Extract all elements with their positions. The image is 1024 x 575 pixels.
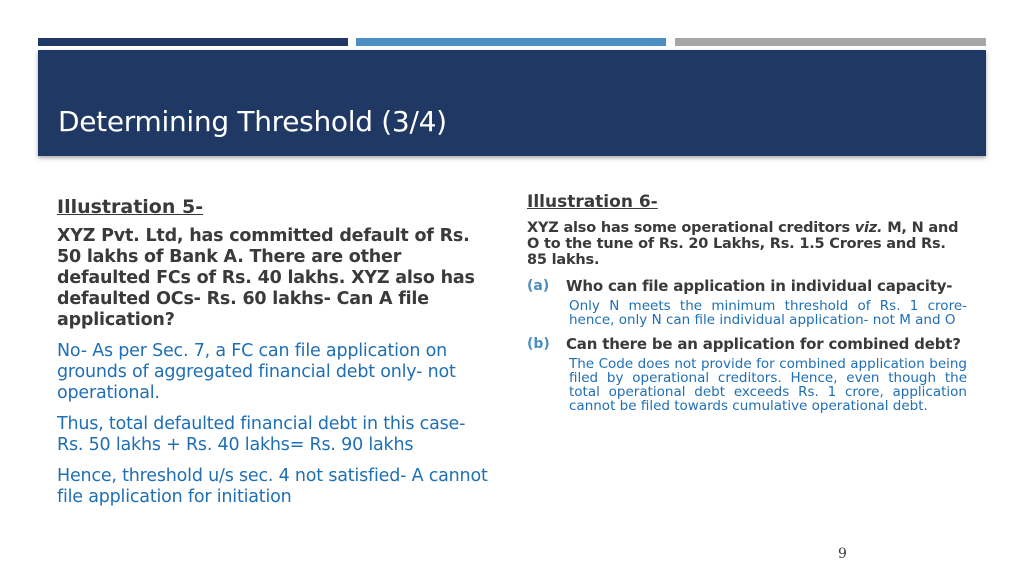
question-text: M, N and O to the tune of Rs. 20 Lakhs, Rs. 1.5 Crores and Rs. 85 lakhs.: [527, 220, 959, 268]
illustration-6-panel: [527, 192, 967, 422]
sub-question-b: [527, 336, 967, 353]
sub-question-a: [527, 278, 967, 295]
illustration-5-answer: No- As per Sec. 7, a FC can file application on grounds of aggregated financial debt only- not operational.: [57, 341, 456, 403]
question-text: XYZ also has some operational creditors: [527, 220, 855, 236]
sub-question-label: (a): [527, 278, 550, 294]
accent-strip-blue: [356, 38, 666, 46]
illustration-5-panel: [57, 196, 492, 518]
sub-question-text: Can there be an application for combined debt?: [566, 334, 961, 353]
illustration-6-question: [527, 220, 967, 268]
accent-strip-dark: [38, 38, 348, 46]
sub-question-text: Who can file application in individual capacity-: [566, 277, 953, 295]
illustration-5-heading: Illustration 5-: [57, 196, 204, 218]
accent-strip-gray: [675, 38, 986, 46]
title-banner: [38, 50, 986, 156]
illustration-5-answer: Thus, total defaulted financial debt in this case- Rs. 50 lakhs + Rs. 40 lakhs= Rs. 90 lakhs: [57, 414, 466, 455]
illustration-5-answer: Hence, threshold u/s sec. 4 not satisfied- A cannot file application for initiation: [57, 466, 488, 507]
sub-answer-a: Only N meets the minimum threshold of Rs. 1 crore- hence, only N can file individual application- not M and O: [569, 298, 967, 329]
page-number: 9: [838, 546, 847, 562]
question-viz: viz.: [854, 220, 883, 236]
sub-answer-b: The Code does not provide for combined application being filed by operational creditors. Hence, even though the total operational debt exceeds Rs. 1 crore, application cannot be filed towards cumulative operational debt.: [569, 355, 967, 415]
sub-question-label: (b): [527, 335, 550, 352]
illustration-5-question: XYZ Pvt. Ltd, has committed default of Rs. 50 lakhs of Bank A. There are other defaulted FCs of Rs. 40 lakhs. XYZ also has defaulted OCs- Rs. 60 lakhs- Can A file application?: [57, 226, 475, 330]
illustration-6-heading: Illustration 6-: [527, 192, 658, 212]
slide-title: Determining Threshold (3/4): [58, 105, 447, 138]
